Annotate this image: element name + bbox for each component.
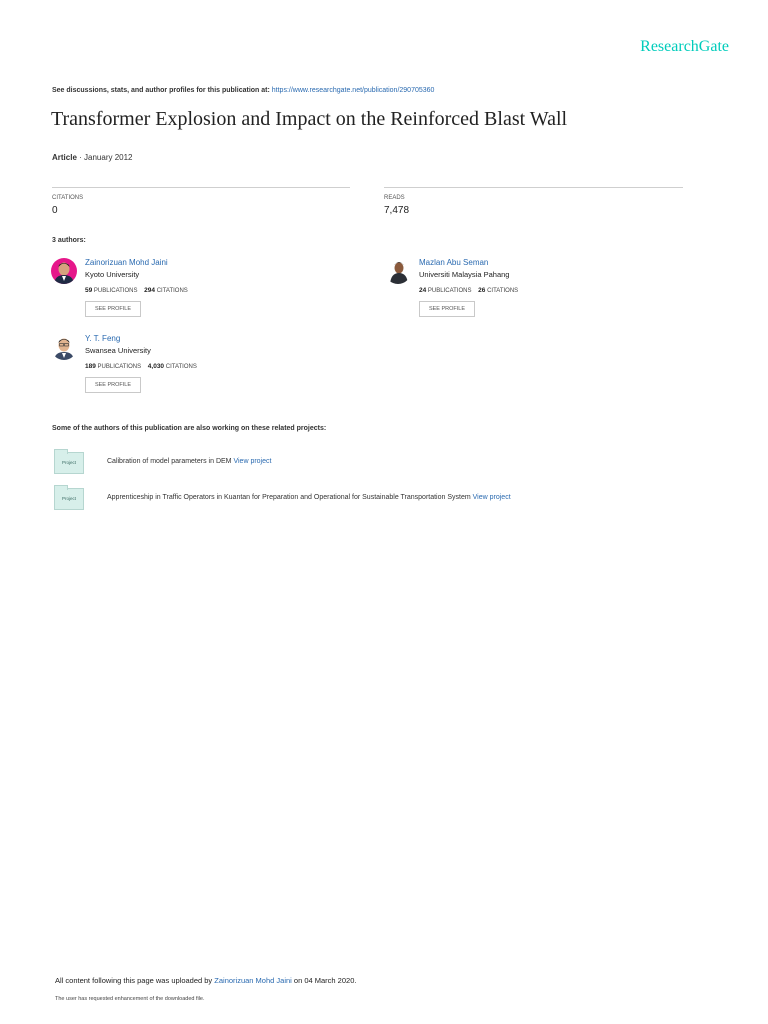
publications-label: PUBLICATIONS xyxy=(93,288,138,294)
author-institution: Swansea University xyxy=(85,346,151,355)
reads-value: 7,478 xyxy=(384,205,410,216)
citations-divider xyxy=(52,187,350,188)
citations-label: CITATIONS xyxy=(487,288,519,294)
meta-separator: · xyxy=(76,153,85,162)
author-name[interactable]: Y. T. Feng xyxy=(85,334,121,343)
page-title: Transformer Explosion and Impact on the Reinforced Blast Wall xyxy=(51,108,568,130)
view-project-link[interactable]: View project xyxy=(472,494,511,501)
citations-label: CITATIONS xyxy=(52,195,84,201)
citations-label: CITATIONS xyxy=(165,364,197,370)
discussion-line xyxy=(52,87,434,94)
citations-count: 294 xyxy=(144,287,156,294)
see-profile-button[interactable]: SEE PROFILE xyxy=(419,301,475,317)
avatar[interactable] xyxy=(385,258,411,284)
publications-count: 59 xyxy=(85,287,93,294)
author-name[interactable]: Mazlan Abu Seman xyxy=(419,258,489,267)
author-stats xyxy=(419,287,518,294)
researchgate-logo[interactable]: ResearchGate xyxy=(640,38,729,55)
author-institution: Kyoto University xyxy=(85,270,140,279)
citations-count: 26 xyxy=(478,287,486,294)
citations-value: 0 xyxy=(52,205,58,216)
avatar[interactable] xyxy=(51,258,77,284)
publication-url-link[interactable]: https://www.researchgate.net/publication/290705360 xyxy=(271,87,435,94)
see-profile-button[interactable]: SEE PROFILE xyxy=(85,377,141,393)
avatar[interactable] xyxy=(51,334,77,360)
discussion-text: See discussions, stats, and author profiles for this publication at: xyxy=(52,87,272,94)
publications-count: 24 xyxy=(419,287,427,294)
project-item xyxy=(107,494,511,501)
see-profile-button[interactable]: SEE PROFILE xyxy=(85,301,141,317)
view-project-link[interactable]: View project xyxy=(233,458,272,465)
reads-divider xyxy=(384,187,683,188)
author-institution: Universiti Malaysia Pahang xyxy=(419,270,510,279)
reads-label: READS xyxy=(384,195,405,201)
article-meta xyxy=(52,153,133,162)
authors-count-label: 3 authors: xyxy=(52,237,86,244)
project-item xyxy=(107,458,271,465)
author-card xyxy=(385,258,685,328)
author-card xyxy=(51,334,351,404)
upload-suffix: on 04 March 2020. xyxy=(291,976,357,985)
project-icon-label: Project xyxy=(61,460,76,465)
publications-count: 189 xyxy=(85,363,96,370)
project-folder-icon xyxy=(54,452,84,474)
citations-count: 4,030 xyxy=(147,363,165,370)
publications-label: PUBLICATIONS xyxy=(427,288,472,294)
author-card xyxy=(51,258,351,328)
citations-label: CITATIONS xyxy=(156,288,188,294)
project-title: Apprenticeship in Traffic Operators in Kuantan for Preparation and Operational for Sustainable Transportation System xyxy=(107,494,473,501)
author-name[interactable]: Zainorizuan Mohd Jaini xyxy=(85,258,168,267)
request-note: The user has requested enhancement of the downloaded file. xyxy=(55,996,205,1002)
uploader-link[interactable]: Zainorizuan Mohd Jaini xyxy=(214,976,292,985)
upload-prefix: All content following this page was uploaded by xyxy=(55,976,215,985)
project-icon-label: Project xyxy=(61,496,76,501)
project-folder-icon xyxy=(54,488,84,510)
article-date: January 2012 xyxy=(84,153,133,162)
related-projects-heading: Some of the authors of this publication are also working on these related projects: xyxy=(52,425,327,432)
author-stats xyxy=(85,287,188,294)
publications-label: PUBLICATIONS xyxy=(97,364,142,370)
article-type: Article xyxy=(52,153,77,162)
author-stats xyxy=(85,363,197,370)
project-title: Calibration of model parameters in DEM xyxy=(107,458,234,465)
upload-note xyxy=(55,976,356,985)
